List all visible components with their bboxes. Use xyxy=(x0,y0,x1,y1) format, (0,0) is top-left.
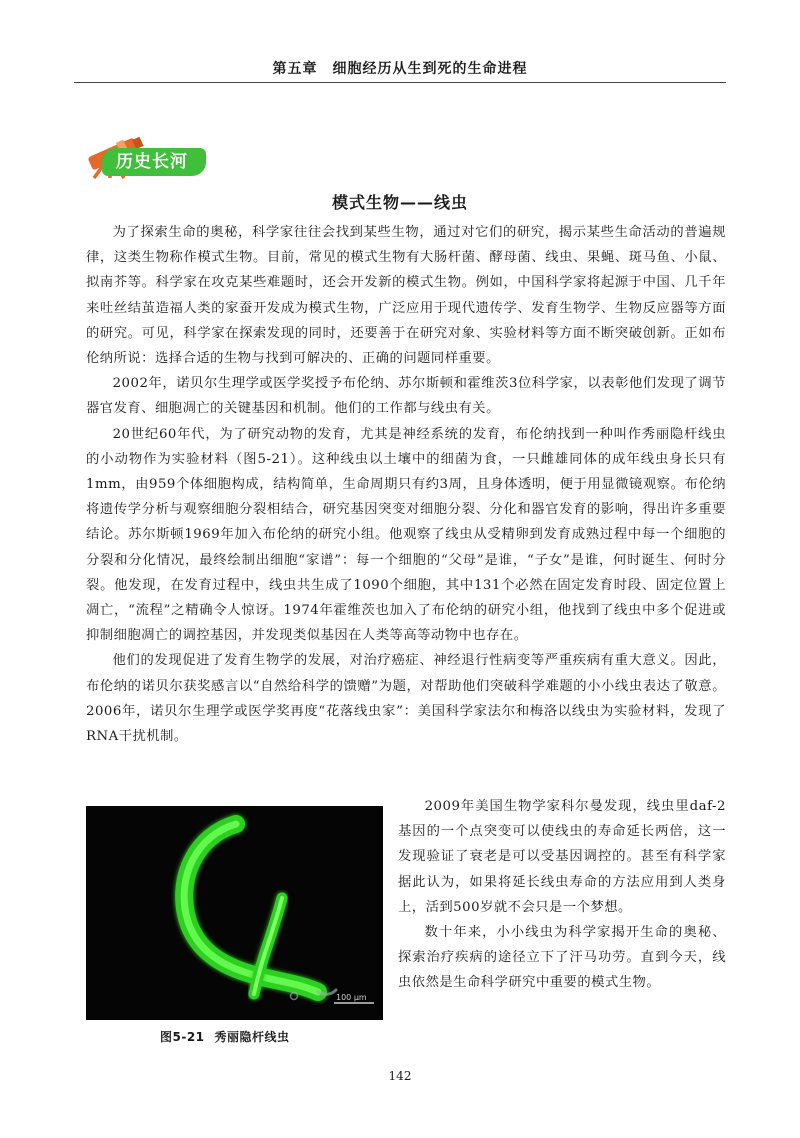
chapter-title: 第五章 细胞经历从生到死的生命进程 xyxy=(272,61,528,77)
paragraph: 20世纪60年代，为了研究动物的发育，尤其是神经系统的发育，布伦纳找到一种叫作秀丽隐杆线虫的小动物作为实验材料（图5-21）。这种线虫以土壤中的细菌为食，一只雌雄同体的成年线虫身长只有1mm，由959个体细胞构成，结构简单，生命周期只有约3周，且身体透明，便于用显微镜观察。布伦纳将遗传学分析与观察细胞分裂相结合，研究基因突变对细胞分裂、分化和器官发育的影响，得出许多重要结论。苏尔斯顿1969年加入布伦纳的研究小组。他观察了线虫从受精卵到发育成熟过程中每一个细胞的分裂和分化情况，最终绘制出细胞“家谱”：每一个细胞的“父母”是谁，“子女”是谁，何时诞生、何时分裂。他发现，在发育过程中，线虫共生成了1090个细胞，其中131个必然在固定发育时段、固定位置上凋亡，“流程”之精确令人惊讶。1974年霍维茨也加入了布伦纳的研究小组，他找到了线虫中多个促进或抑制细胞凋亡的调控基因，并发现类似基因在人类等高等动物中也存在。 xyxy=(86,426,726,644)
figure-nematode-photo xyxy=(86,806,383,1020)
page-number: 142 xyxy=(388,1069,412,1083)
paragraph: 数十年来，小小线虫为科学家揭开生命的奥秘、探索治疗疾病的途径立下了汗马功劳。直到今天，线虫依然是生命科学研究中重要的模式生物。 xyxy=(398,925,726,991)
section-badge xyxy=(80,118,230,180)
figure-number: 图5-21 xyxy=(160,1030,205,1044)
paragraph: 为了探索生命的奥秘，科学家往往会找到某些生物，通过对它们的研究，揭示某些生命活动的普遍规律，这类生物称作模式生物。目前，常见的模式生物有大肠杆菌、酵母菌、线虫、果蝇、斑马鱼、小鼠、拟南芥等。科学家在攻克某些难题时，还会开发新的模式生物。例如，中国科学家将起源于中国、几千年来吐丝结茧造福人类的家蚕开发成为模式生物，广泛应用于现代遗传学、发育生物学、生物反应器等方面的研究。可见，科学家在探索发现的同时，还要善于在研究对象、实验材料等方面不断突破创新。正如布伦纳所说：选择合适的生物与找到可解决的、正确的问题同样重要。 xyxy=(86,225,726,367)
section-label: 历史长河 xyxy=(102,148,206,176)
article-body-wrapped xyxy=(398,794,726,996)
nematode-image xyxy=(86,806,383,1020)
figure-caption xyxy=(160,1028,290,1045)
paragraph: 2002年，诺贝尔生理学或医学奖授予布伦纳、苏尔斯顿和霍维茨3位科学家，以表彰他们发现了调节器官发育、细胞凋亡的关键基因和机制。他们的工作都与线虫有关。 xyxy=(86,376,726,417)
scale-bar-label: 100 μm xyxy=(336,993,367,1002)
paragraph: 2009年美国生物学家科尔曼发现，线虫里daf-2基因的一个点突变可以使线虫的寿命延长两倍，这一发现验证了衰老是可以受基因调控的。甚至有科学家据此认为，如果将延长线虫寿命的方法应用到人类身上，活到500岁就不会只是一个梦想。 xyxy=(398,799,726,915)
chapter-header xyxy=(74,60,726,83)
figure-caption-text: 秀丽隐杆线虫 xyxy=(214,1030,290,1044)
paragraph: 他们的发现促进了发育生物学的发展，对治疗癌症、神经退行性病变等严重疾病有重大意义。因此，布伦纳的诺贝尔获奖感言以“自然给科学的馈赠”为题，对帮助他们突破科学难题的小小线虫表达了敬意。2006年，诺贝尔生理学或医学奖再度“花落线虫家”：美国科学家法尔和梅洛以线虫为实验材料，发现了RNA干扰机制。 xyxy=(86,653,726,745)
article-body xyxy=(86,220,726,749)
article-title: 模式生物——线虫 xyxy=(331,193,468,212)
